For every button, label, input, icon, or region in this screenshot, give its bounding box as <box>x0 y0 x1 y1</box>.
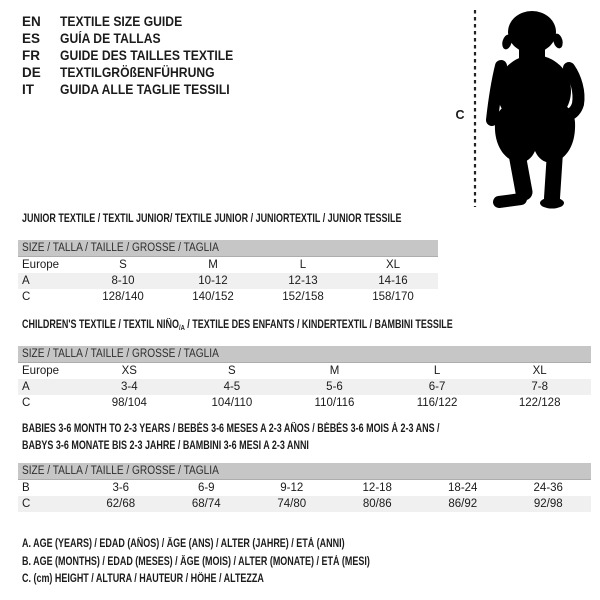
size-cell: 116/122 <box>416 397 458 409</box>
size-cell: XL <box>532 365 547 377</box>
footnotes <box>22 536 468 589</box>
size-cell: XL <box>385 259 401 271</box>
size-cell: 10-12 <box>168 273 258 289</box>
size-cell: 158/170 <box>372 291 414 303</box>
language-label: GUIDE DES TAILLES TEXTILE <box>60 48 234 63</box>
size-cell: 62/68 <box>78 496 164 512</box>
size-cell: 92/98 <box>506 496 592 512</box>
table-row <box>18 363 591 379</box>
size-cell: 128/140 <box>102 291 144 303</box>
row-label-cell: C <box>22 397 31 409</box>
size-cell: 86/92 <box>420 496 506 512</box>
table-row <box>18 496 591 512</box>
size-cell: 80/86 <box>335 496 421 512</box>
language-code: DE <box>22 65 41 80</box>
language-code: IT <box>22 82 34 97</box>
language-row <box>22 13 253 30</box>
children-table-title: CHILDREN'S TEXTILE / TEXTIL NIÑO/A / TEXTILE DES ENFANTS / KINDERTEXTIL / BAMBINI TESSILE <box>22 319 453 332</box>
size-cell: 4-5 <box>181 379 284 395</box>
size-cell: XS <box>121 365 137 377</box>
language-row <box>22 64 253 81</box>
row-label-cell: B <box>22 482 30 494</box>
babies-table-title <box>22 421 557 454</box>
size-cell: 122/128 <box>518 397 561 409</box>
row-label-cell: C <box>18 496 78 512</box>
language-label: GUIDA ALLE TAGLIE TESSILI <box>60 82 230 97</box>
size-cell: 3-6 <box>112 482 130 494</box>
table-row <box>18 480 591 496</box>
babies-title-line2: BABYS 3-6 MONATE BIS 2-3 JAHRE / BAMBINI 3-6 MESI A 2-3 ANNI <box>22 439 309 452</box>
size-cell: 12-13 <box>258 273 348 289</box>
row-label-cell: C <box>22 291 31 303</box>
size-header-bar: SIZE / TALLA / TAILLE / GRÖSSE / TAGLIA <box>18 463 591 480</box>
row-label-cell: A <box>18 379 78 395</box>
language-label: TEXTILGRÖßENFÜHRUNG <box>60 65 215 80</box>
height-marker-label: C <box>455 108 465 122</box>
row-label-cell: Europe <box>22 365 60 377</box>
size-cell: 110/116 <box>314 397 355 409</box>
language-label: TEXTILE SIZE GUIDE <box>60 14 183 29</box>
footnote-line: B. AGE (MONTHS) / EDAD (MESES) / ÂGE (MOIS) / ALTER (MONATE) / ETÀ (MESI) <box>22 555 370 568</box>
table-row <box>18 379 591 395</box>
size-cell: 68/74 <box>164 496 250 512</box>
size-cell: 104/110 <box>211 397 253 409</box>
size-cell: 7-8 <box>488 379 591 395</box>
size-cell: 74/80 <box>249 496 335 512</box>
size-cell: 14-16 <box>348 273 438 289</box>
size-cell: 3-4 <box>78 379 181 395</box>
row-label-cell: A <box>18 273 78 289</box>
language-row <box>22 47 253 64</box>
junior-table-title: JUNIOR TEXTILE / TEXTIL JUNIOR/ TEXTILE JUNIOR / JUNIORTEXTIL / JUNIOR TESSILE <box>22 213 402 225</box>
size-cell: M <box>208 259 218 271</box>
size-cell: S <box>119 259 127 271</box>
table-row <box>18 289 438 305</box>
baby-height-figure <box>420 0 600 215</box>
size-cell: 24-36 <box>533 482 563 494</box>
language-code: FR <box>22 48 40 63</box>
size-cell: 12-18 <box>362 482 392 494</box>
footnote-line: A. AGE (YEARS) / EDAD (AÑOS) / ÂGE (ANS) / ALTER (JAHRE) / ETÀ (ANNI) <box>22 538 345 550</box>
table-row <box>18 395 591 411</box>
size-cell: M <box>329 365 340 377</box>
row-label-cell: Europe <box>22 259 60 271</box>
junior-size-table <box>18 240 438 305</box>
size-cell: 98/104 <box>111 397 147 409</box>
size-cell: 9-12 <box>280 482 304 494</box>
toddler-silhouette-icon <box>492 11 579 209</box>
size-header-bar: SIZE / TALLA / TAILLE / GRÖSSE / TAGLIA <box>18 346 591 363</box>
language-row <box>22 30 253 47</box>
size-cell: 5-6 <box>283 379 386 395</box>
size-header-bar: SIZE / TALLA / TAILLE / GRÖSSE / TAGLIA <box>18 240 438 257</box>
size-cell: 140/152 <box>192 291 234 303</box>
size-cell: 6-9 <box>197 482 215 494</box>
size-cell: 8-10 <box>78 273 168 289</box>
table-row <box>18 257 438 273</box>
size-cell: 6-7 <box>386 379 489 395</box>
table-row <box>18 273 438 289</box>
title-subscript: /A <box>178 323 185 332</box>
language-code: ES <box>22 31 41 46</box>
size-cell: 18-24 <box>448 482 478 494</box>
size-cell: L <box>299 259 307 271</box>
size-cell: S <box>228 365 236 377</box>
language-row <box>22 81 253 98</box>
language-code: EN <box>22 14 41 29</box>
size-cell: 152/158 <box>282 291 324 303</box>
language-label: GUÍA DE TALLAS <box>60 31 161 46</box>
footnote-line: C. (cm) HEIGHT / ALTURA / HAUTEUR / HÖHE / ALTEZZA <box>22 573 264 585</box>
size-cell: L <box>433 365 441 377</box>
language-title-list <box>22 13 253 98</box>
babies-title-line1: BABIES 3-6 MONTH TO 2-3 YEARS / BEBÉS 3-6 MESES A 2-3 AÑOS / BÉBÉS 3-6 MOIS À 2-3 ANS / <box>22 423 440 435</box>
children-size-table <box>18 346 591 411</box>
babies-size-table <box>18 463 591 512</box>
